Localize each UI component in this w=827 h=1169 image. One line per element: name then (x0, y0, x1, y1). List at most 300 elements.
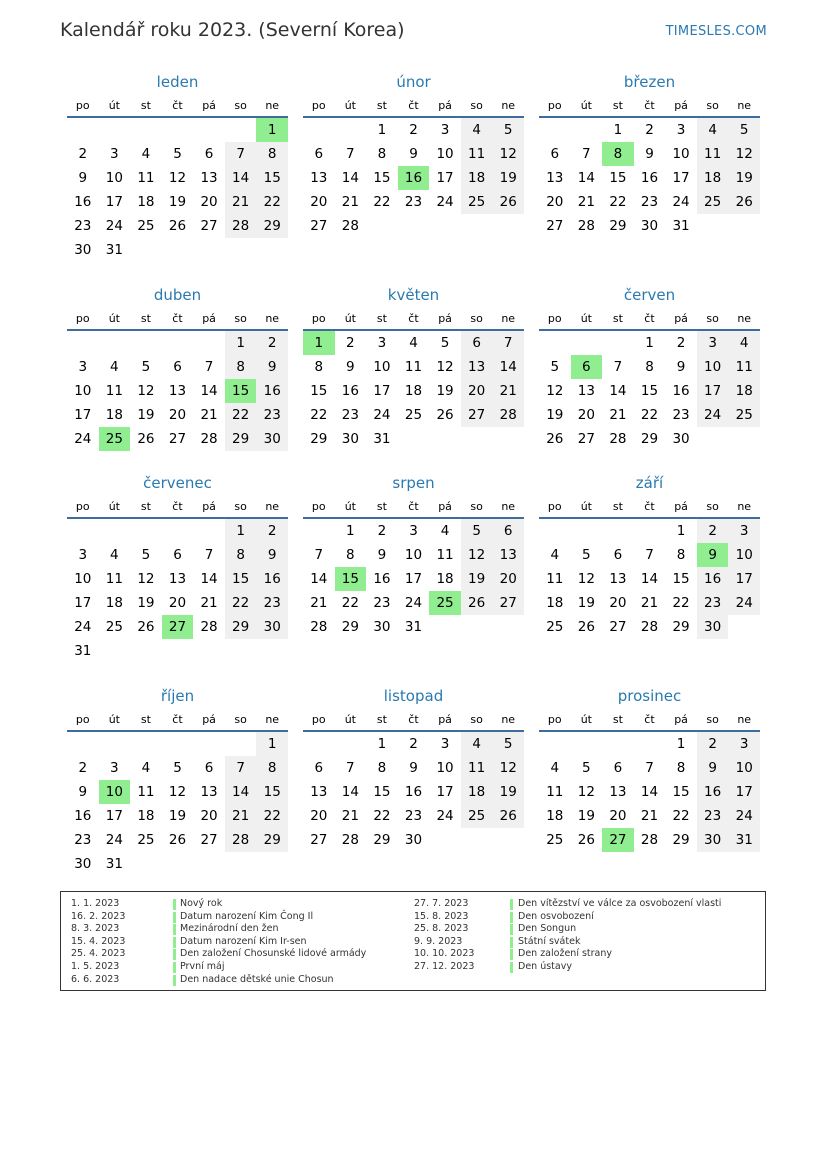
day-cell: 13 (492, 543, 524, 567)
day-cell: 14 (200, 383, 218, 399)
day-cell: 23 (672, 407, 690, 423)
day-cell: 3 (676, 122, 686, 138)
day-cell: 22 (609, 194, 627, 210)
day-cell: 1 (225, 331, 257, 355)
day-cell: 12 (577, 571, 595, 587)
day-cell: 10 (74, 383, 92, 399)
weekday-label: út (108, 500, 120, 513)
weekday-label: út (344, 713, 356, 726)
weekday-label: út (580, 99, 592, 112)
day-cell: 27 (602, 828, 634, 852)
day-cell: 14 (310, 571, 328, 587)
day-cell: 19 (436, 383, 454, 399)
day-cell: 1 (303, 331, 335, 355)
day-cell: 5 (492, 732, 524, 756)
day-cell: 27 (492, 591, 524, 615)
day-cell: 19 (577, 595, 595, 611)
weekday-label: po (311, 312, 326, 325)
day-cell: 19 (461, 567, 493, 591)
day-cell: 7 (225, 756, 257, 780)
day-cell: 30 (74, 242, 92, 258)
weekday-label: ne (265, 99, 280, 112)
day-cell: 21 (341, 808, 359, 824)
day-cell: 5 (582, 547, 591, 563)
day-cell: 11 (461, 756, 493, 780)
day-cell: 7 (582, 146, 591, 162)
weekday-label: po (311, 713, 326, 726)
day-cell: 30 (640, 218, 659, 234)
holiday-marker (510, 912, 513, 923)
holiday-name: První máj (180, 961, 225, 972)
day-cell: 30 (697, 615, 729, 639)
day-cell: 9 (377, 547, 387, 563)
day-cell: 26 (168, 218, 187, 234)
day-cell: 15 (373, 784, 391, 800)
day-cell: 18 (137, 194, 155, 210)
day-cell: 6 (173, 547, 182, 563)
day-cell: 19 (492, 780, 524, 804)
day-cell: 22 (225, 403, 257, 427)
day-cell: 27 (310, 218, 328, 234)
day-cell: 4 (110, 547, 119, 563)
day-cell: 12 (168, 170, 187, 186)
holiday-marker (510, 924, 513, 935)
day-cell: 4 (461, 732, 493, 756)
weekday-label: ne (737, 713, 752, 726)
day-cell: 15 (310, 383, 328, 399)
day-cell: 18 (461, 166, 493, 190)
day-cell: 18 (697, 166, 729, 190)
day-cell: 20 (200, 194, 218, 210)
day-cell: 28 (492, 403, 524, 427)
day-cell: 10 (436, 146, 454, 162)
day-cell: 22 (256, 190, 288, 214)
day-cell: 24 (404, 595, 423, 611)
weekday-label: st (140, 99, 151, 112)
day-cell: 3 (377, 335, 387, 351)
day-cell: 24 (105, 218, 123, 234)
day-cell: 20 (546, 194, 564, 210)
day-cell: 9 (697, 756, 729, 780)
day-cell: 10 (728, 756, 760, 780)
day-cell: 13 (577, 383, 595, 399)
holiday-marker (510, 962, 513, 973)
day-cell: 25 (546, 619, 564, 635)
day-cell: 19 (137, 407, 155, 423)
day-cell: 31 (105, 242, 123, 258)
day-cell: 20 (461, 379, 493, 403)
day-cell: 2 (676, 335, 686, 351)
holiday-date: 15. 4. 2023 (71, 935, 126, 947)
day-cell: 16 (74, 194, 92, 210)
day-cell: 18 (137, 808, 155, 824)
day-cell: 22 (640, 407, 659, 423)
day-cell: 21 (200, 407, 218, 423)
day-cell: 15 (225, 567, 257, 591)
holiday-date: 16. 2. 2023 (71, 910, 126, 922)
day-cell: 10 (74, 571, 92, 587)
day-cell: 4 (110, 359, 119, 375)
day-cell: 11 (461, 142, 493, 166)
day-cell: 29 (225, 427, 257, 451)
holiday-legend (60, 891, 766, 991)
day-cell: 24 (373, 407, 391, 423)
day-cell: 15 (225, 379, 257, 403)
weekday-label: pá (202, 713, 216, 726)
day-cell: 7 (314, 547, 324, 563)
weekday-label: st (612, 99, 623, 112)
day-cell: 8 (225, 355, 257, 379)
day-cell: 4 (409, 335, 418, 351)
day-cell: 2 (377, 523, 387, 539)
day-cell: 2 (78, 146, 88, 162)
day-cell: 20 (609, 808, 627, 824)
day-cell: 23 (404, 194, 423, 210)
day-cell: 18 (546, 595, 564, 611)
day-cell: 14 (225, 780, 257, 804)
weekday-label: po (75, 713, 90, 726)
day-cell: 4 (550, 760, 560, 776)
day-cell: 9 (697, 543, 729, 567)
day-cell: 16 (341, 383, 359, 399)
holiday-name: Nový rok (180, 898, 223, 909)
weekday-label: ne (501, 312, 516, 325)
weekday-label: pá (674, 713, 688, 726)
day-cell: 3 (78, 359, 88, 375)
day-cell: 14 (341, 784, 359, 800)
day-cell: 26 (436, 407, 454, 423)
day-cell: 27 (168, 431, 187, 447)
day-cell: 22 (373, 194, 391, 210)
day-cell: 25 (461, 190, 493, 214)
weekday-label: pá (438, 312, 452, 325)
day-cell: 13 (168, 571, 187, 587)
day-cell: 14 (640, 571, 659, 587)
day-cell: 16 (697, 780, 729, 804)
day-cell: 10 (99, 780, 131, 804)
day-cell: 2 (78, 760, 88, 776)
day-cell: 26 (728, 190, 760, 214)
weekday-label: st (140, 500, 151, 513)
day-cell: 17 (697, 379, 729, 403)
day-cell: 23 (74, 832, 92, 848)
day-cell: 18 (404, 383, 423, 399)
weekday-label: ne (501, 713, 516, 726)
holiday-marker (173, 975, 176, 986)
day-cell: 14 (640, 784, 659, 800)
day-cell: 3 (697, 331, 729, 355)
day-cell: 23 (640, 194, 659, 210)
day-cell: 23 (404, 808, 423, 824)
day-cell: 27 (461, 403, 493, 427)
day-cell: 8 (676, 547, 686, 563)
day-cell: 26 (492, 190, 524, 214)
day-cell: 30 (256, 615, 288, 639)
weekday-label: ne (265, 713, 280, 726)
holiday-marker (510, 899, 513, 910)
weekday-label: út (108, 713, 120, 726)
holiday-name: Den založení strany (518, 948, 613, 960)
day-cell: 14 (341, 170, 359, 186)
day-cell: 18 (105, 595, 123, 611)
day-cell: 17 (436, 784, 454, 800)
day-cell: 2 (256, 519, 288, 543)
day-cell: 23 (373, 595, 391, 611)
day-cell: 17 (373, 383, 391, 399)
day-cell: 23 (697, 591, 729, 615)
weekday-label: pá (202, 99, 216, 112)
day-cell: 15 (256, 166, 288, 190)
weekday-label: ne (265, 500, 280, 513)
day-cell: 11 (546, 784, 564, 800)
weekday-label: st (140, 312, 151, 325)
day-cell: 29 (310, 431, 328, 447)
holiday-marker (173, 924, 176, 935)
day-cell: 7 (204, 547, 214, 563)
day-cell: 10 (436, 760, 454, 776)
day-cell: 16 (373, 571, 391, 587)
weekday-label: po (547, 312, 562, 325)
day-cell: 26 (461, 591, 493, 615)
day-cell: 1 (377, 122, 387, 138)
day-cell: 21 (225, 804, 257, 828)
day-cell: 28 (341, 832, 359, 848)
day-cell: 9 (409, 146, 418, 162)
day-cell: 27 (162, 615, 194, 639)
day-cell: 8 (256, 142, 288, 166)
day-cell: 31 (373, 431, 391, 447)
day-cell: 11 (697, 142, 729, 166)
weekday-label: so (470, 713, 483, 726)
day-cell: 14 (577, 170, 595, 186)
day-cell: 4 (141, 760, 151, 776)
month-name: únor (396, 73, 431, 91)
month-name: květen (387, 286, 440, 304)
day-cell: 8 (676, 760, 686, 776)
weekday-label: čt (644, 500, 655, 513)
month-name: září (635, 474, 664, 492)
day-cell: 8 (225, 543, 257, 567)
weekday-label: pá (674, 500, 688, 513)
page-title: Kalendář roku 2023. (Severní Korea) (60, 19, 405, 41)
day-cell: 26 (492, 804, 524, 828)
day-cell: 21 (341, 194, 359, 210)
month-name: duben (153, 286, 202, 304)
day-cell: 10 (105, 170, 123, 186)
day-cell: 24 (728, 591, 760, 615)
day-cell: 14 (609, 383, 627, 399)
day-cell: 29 (373, 832, 391, 848)
day-cell: 10 (697, 355, 729, 379)
day-cell: 1 (346, 523, 355, 539)
weekday-label: út (108, 312, 120, 325)
weekday-label: po (547, 500, 562, 513)
day-cell: 6 (613, 760, 623, 776)
day-cell: 2 (346, 335, 355, 351)
weekday-label: po (75, 99, 90, 112)
day-cell: 2 (256, 331, 288, 355)
day-cell: 15 (640, 383, 659, 399)
day-cell: 25 (137, 832, 155, 848)
holiday-date: 9. 9. 2023 (414, 935, 463, 947)
day-cell: 10 (672, 146, 690, 162)
day-cell: 7 (225, 142, 257, 166)
day-cell: 9 (78, 784, 88, 800)
weekday-label: so (470, 500, 483, 513)
day-cell: 16 (398, 166, 430, 190)
weekday-label: pá (438, 99, 452, 112)
holiday-name: Mezinárodní den žen (180, 923, 279, 935)
day-cell: 3 (728, 519, 760, 543)
weekday-label: st (140, 713, 151, 726)
holiday-date: 8. 3. 2023 (71, 923, 120, 935)
day-cell: 4 (440, 523, 450, 539)
holiday-date: 15. 8. 2023 (414, 910, 469, 922)
weekday-label: so (706, 500, 719, 513)
holiday-name: Datum narození Kim Čong Il (180, 910, 314, 922)
weekday-label: út (580, 713, 592, 726)
day-cell: 29 (341, 619, 359, 635)
weekday-label: út (580, 500, 592, 513)
weekday-label: st (612, 713, 623, 726)
day-cell: 21 (200, 595, 218, 611)
day-cell: 31 (74, 643, 92, 659)
day-cell: 21 (225, 190, 257, 214)
day-cell: 22 (672, 808, 690, 824)
day-cell: 2 (645, 122, 654, 138)
weekday-label: pá (674, 99, 688, 112)
day-cell: 18 (105, 407, 123, 423)
weekday-label: pá (202, 500, 216, 513)
day-cell: 8 (377, 760, 387, 776)
weekday-label: st (376, 713, 387, 726)
weekday-label: ne (501, 99, 516, 112)
day-cell: 18 (728, 379, 760, 403)
day-cell: 28 (225, 214, 257, 238)
day-cell: 8 (346, 547, 355, 563)
day-cell: 24 (672, 194, 690, 210)
day-cell: 5 (141, 547, 151, 563)
day-cell: 17 (74, 407, 92, 423)
weekday-label: út (344, 99, 356, 112)
day-cell: 17 (728, 780, 760, 804)
day-cell: 5 (461, 519, 493, 543)
day-cell: 2 (697, 732, 729, 756)
day-cell: 8 (256, 756, 288, 780)
day-cell: 23 (341, 407, 359, 423)
holiday-date: 10. 10. 2023 (414, 948, 475, 960)
day-cell: 20 (310, 194, 328, 210)
month-name: prosinec (617, 687, 682, 705)
day-cell: 26 (168, 832, 187, 848)
day-cell: 20 (168, 407, 187, 423)
day-cell: 25 (728, 403, 760, 427)
day-cell: 24 (728, 804, 760, 828)
weekday-label: po (75, 500, 90, 513)
weekday-label: st (612, 500, 623, 513)
day-cell: 27 (200, 218, 218, 234)
day-cell: 27 (546, 218, 564, 234)
day-cell: 3 (78, 547, 88, 563)
day-cell: 26 (546, 431, 564, 447)
day-cell: 13 (200, 170, 218, 186)
day-cell: 8 (602, 142, 634, 166)
day-cell: 29 (672, 832, 690, 848)
weekday-label: čt (172, 500, 183, 513)
holiday-date: 27. 7. 2023 (414, 898, 469, 909)
day-cell: 17 (74, 595, 92, 611)
day-cell: 2 (409, 122, 418, 138)
day-cell: 17 (404, 571, 423, 587)
day-cell: 29 (640, 431, 659, 447)
day-cell: 15 (672, 571, 690, 587)
day-cell: 30 (697, 828, 729, 852)
day-cell: 29 (609, 218, 627, 234)
day-cell: 12 (461, 543, 493, 567)
day-cell: 1 (377, 736, 387, 752)
weekday-label: st (376, 500, 387, 513)
day-cell: 1 (225, 519, 257, 543)
day-cell: 5 (173, 760, 182, 776)
day-cell: 9 (256, 543, 288, 567)
day-cell: 1 (645, 335, 654, 351)
day-cell: 20 (492, 567, 524, 591)
day-cell: 17 (105, 194, 123, 210)
weekday-label: so (706, 99, 719, 112)
day-cell: 29 (225, 615, 257, 639)
weekday-label: so (234, 99, 247, 112)
day-cell: 6 (571, 355, 603, 379)
day-cell: 19 (577, 808, 595, 824)
weekday-label: st (612, 312, 623, 325)
day-cell: 28 (609, 431, 627, 447)
day-cell: 26 (137, 431, 155, 447)
day-cell: 3 (440, 736, 450, 752)
day-cell: 2 (409, 736, 418, 752)
weekday-label: ne (265, 312, 280, 325)
weekday-label: čt (644, 99, 655, 112)
weekday-label: po (75, 312, 90, 325)
day-cell: 31 (105, 856, 123, 872)
weekday-label: pá (438, 713, 452, 726)
weekday-label: po (311, 99, 326, 112)
day-cell: 6 (550, 146, 560, 162)
day-cell: 28 (577, 218, 595, 234)
month-name: březen (623, 73, 676, 91)
weekday-label: so (470, 312, 483, 325)
day-cell: 17 (728, 567, 760, 591)
day-cell: 4 (550, 547, 560, 563)
day-cell: 28 (200, 619, 218, 635)
brand-link[interactable]: TIMESLES.COM (665, 24, 767, 39)
day-cell: 1 (256, 732, 288, 756)
day-cell: 11 (546, 571, 564, 587)
day-cell: 13 (609, 571, 627, 587)
day-cell: 25 (697, 190, 729, 214)
day-cell: 11 (137, 784, 155, 800)
day-cell: 9 (346, 359, 355, 375)
day-cell: 5 (550, 359, 560, 375)
day-cell: 28 (341, 218, 359, 234)
day-cell: 25 (137, 218, 155, 234)
day-cell: 29 (256, 214, 288, 238)
day-cell: 6 (314, 760, 324, 776)
day-cell: 8 (377, 146, 387, 162)
weekday-label: čt (644, 713, 655, 726)
weekday-label: po (311, 500, 326, 513)
weekday-label: čt (172, 713, 183, 726)
day-cell: 31 (404, 619, 423, 635)
